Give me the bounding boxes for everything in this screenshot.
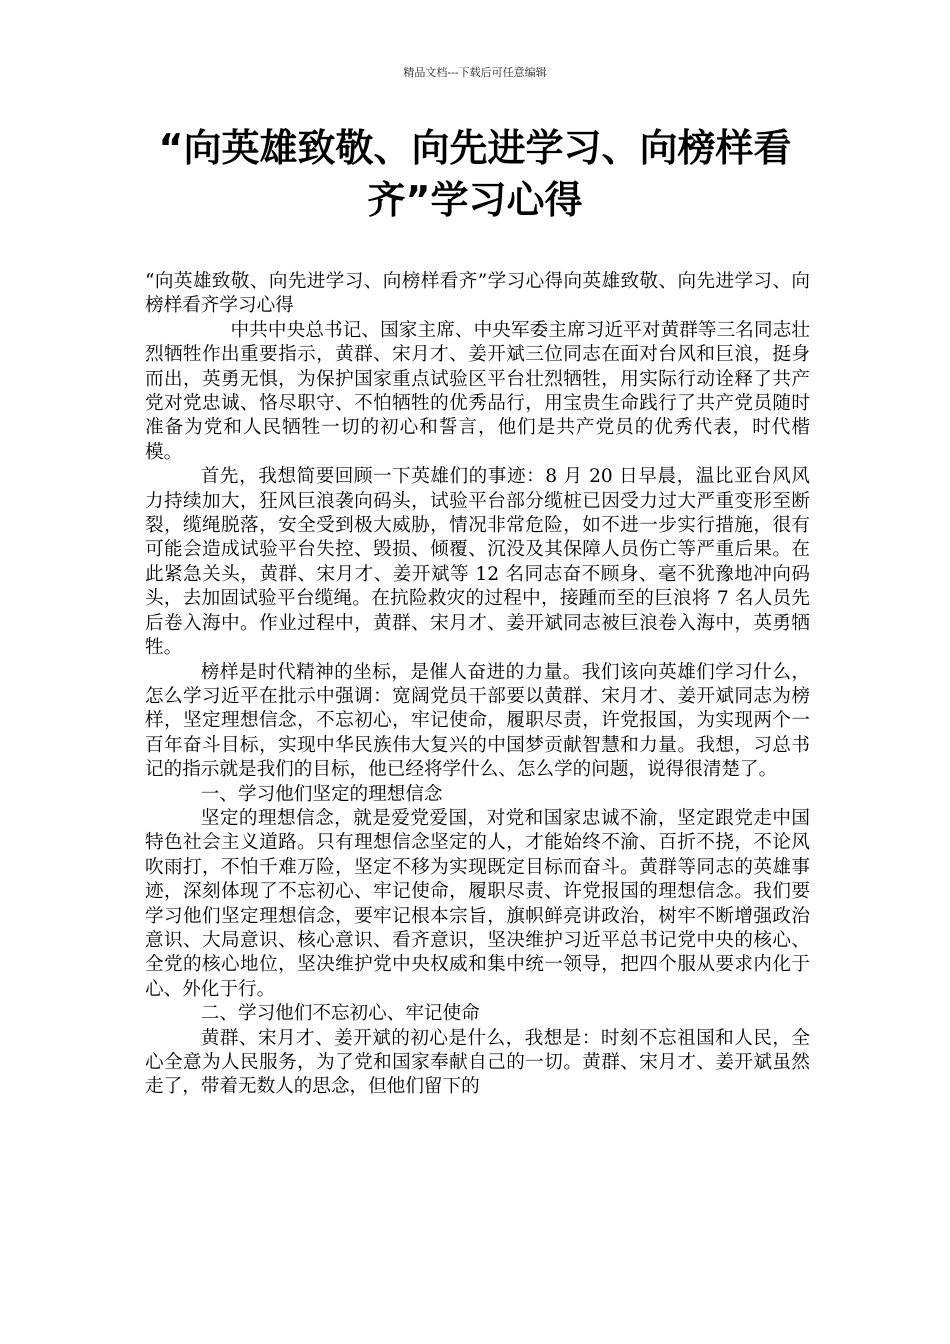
- section-heading: 二、学习他们不忘初心、牢记使命: [200, 1003, 480, 1025]
- title-line-1: “向英雄致敬、向先进学习、向榜样看: [158, 126, 792, 170]
- body-paragraph: 坚定的理想信念，就是爱党爱国，对党和国家忠诚不渝，坚定跟党走中国特色社会主义道路。只有理想信念坚定的人，才能始终不渝、百折不挠，不论风吹雨打，不怕千难万险，坚定不移为实现既定目标而奋斗。黄群等同志的英雄事迹，深刻体现了不忘初心、牢记使命，履职尽责、许党报国的理想信念。我们要学习他们坚定理想信念，要牢记根本宗旨，旗帜鲜亮讲政治，树牢不断增强政治意识、大局意识、核心意识、看齐意识，坚决维护习近平总书记党中央的核心、全党的核心地位，坚决维护党中央权威和集中统一领导，把四个服从要求内化于心、外化于行。: [145, 807, 810, 1000]
- body-paragraph: 黄群、宋月才、姜开斌的初心是什么，我想是：时刻不忘祖国和人民，全心全意为人民服务，为了党和国家奉献自己的一切。黄群、宋月才、姜开斌虽然走了，带着无数人的思念，但他们留下的: [145, 1027, 810, 1098]
- body-paragraph: 中共中央总书记、国家主席、中央军委主席习近平对黄群等三名同志壮烈牺牲作出重要指示，黄群、宋月才、姜开斌三位同志在面对台风和巨浪，挺身而出，英勇无惧，为保护国家重点试验区平台壮烈牺牲，用实际行动诠释了共产党对党忠诚、恪尽职守、不怕牺牲的优秀品行，用宝贵生命践行了共产党员随时准备为党和人民牺牲一切的初心和誓言，他们是共产党员的优秀代表，时代楷模。: [145, 319, 810, 463]
- body-paragraph: 榜样是时代精神的坐标，是催人奋进的力量。我们该向英雄们学习什么，怎么学习近平在批示中强调：宽阔党员干部要以黄群、宋月才、姜开斌同志为榜样，坚定理想信念，不忘初心，牢记使命，履职尽责，许党报国，为实现两个一百年奋斗目标，实现中华民族伟大复兴的中国梦贡献智慧和力量。我想，习总书记的指示就是我们的目标，他已经将学什么、怎么学的问题，说得很清楚了。: [145, 661, 810, 781]
- document-body: [145, 270, 810, 1100]
- header-note: 精品文档---下载后可任意编辑: [403, 66, 547, 79]
- lead-paragraph: “向英雄致敬、向先进学习、向榜样看齐”学习心得向英雄致敬、向先进学习、向榜样看齐学习心得: [145, 271, 810, 317]
- section-heading: 一、学习他们坚定的理想信念: [200, 783, 443, 805]
- body-paragraph: 首先，我想简要回顾一下英雄们的事迹：8 月 20 日早晨，温比亚台风风力持续加大，狂风巨浪袭向码头，试验平台部分缆桩已因受力过大严重变形至断裂，缆绳脱落，安全受到极大威胁，情况非常危险，如不进一步实行措施，很有可能会造成试验平台失控、毁损、倾覆、沉没及其保障人员伤亡等严重后果。在此紧急关头，黄群、宋月才、姜开斌等 12 名同志奋不顾身、毫不犹豫地冲向码头，去加固试验平台缆绳。在抗险救灾的过程中，接踵而至的巨浪将 7 名人员先后卷入海中。作业过程中，黄群、宋月才、姜开斌同志被巨浪卷入海中，英勇牺牲。: [145, 466, 810, 659]
- title-line-2: 齐”学习心得: [367, 178, 583, 222]
- document-title: [140, 122, 810, 226]
